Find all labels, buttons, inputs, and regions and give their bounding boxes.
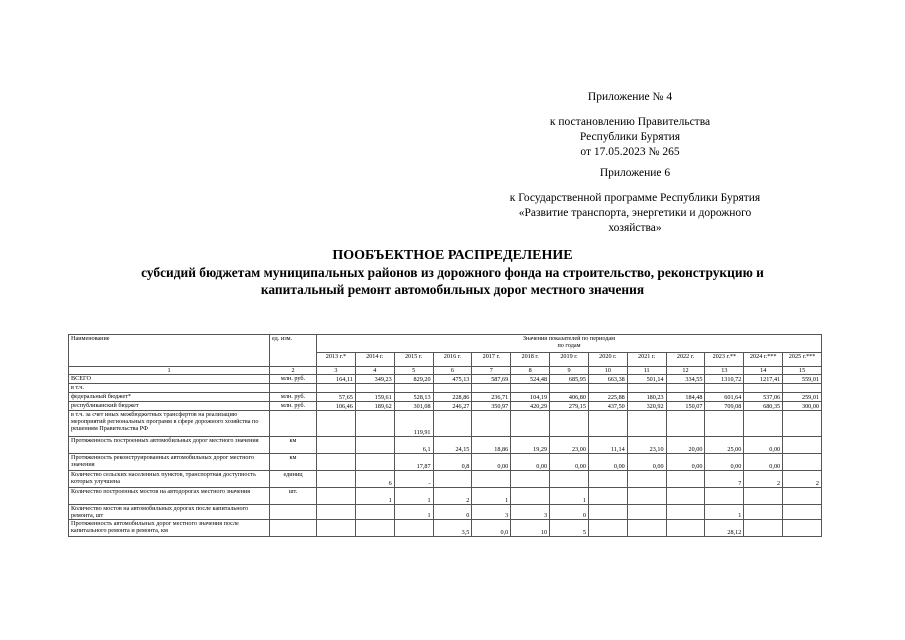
row-value: 0,00 <box>511 454 550 471</box>
year-header: 2016 г. <box>433 353 472 367</box>
row-value <box>317 520 356 537</box>
row-value: 184,48 <box>666 393 705 402</box>
row-value: 5 <box>550 520 589 537</box>
row-name: Количество построенных мостов на автодорогах местного значения <box>69 488 270 505</box>
row-value: 1310,72 <box>705 375 744 384</box>
year-header: 2020 г. <box>588 353 627 367</box>
column-index: 12 <box>666 367 705 375</box>
row-value <box>705 488 744 505</box>
col-header-values: Значения показателей по периодам по годам <box>317 335 822 353</box>
row-name: Количество мостов на автомобильных дорогах после капитального ремонта, шт <box>69 505 270 520</box>
row-value <box>355 411 394 437</box>
row-value: 334,55 <box>666 375 705 384</box>
row-unit: млн. руб. <box>270 402 317 411</box>
row-value <box>588 520 627 537</box>
row-value <box>627 411 666 437</box>
header-row <box>69 335 822 353</box>
row-value <box>783 505 822 520</box>
row-value <box>433 384 472 393</box>
row-value <box>472 411 511 437</box>
row-value: 663,38 <box>588 375 627 384</box>
row-value: 320,92 <box>627 402 666 411</box>
row-value: 28,12 <box>705 520 744 537</box>
appendix-4-line: от 17.05.2023 № 265 <box>580 146 680 158</box>
row-value <box>627 505 666 520</box>
row-value: 57,65 <box>317 393 356 402</box>
appendix-6-number: Приложение 6 <box>599 167 671 179</box>
row-value <box>472 471 511 488</box>
row-value <box>783 488 822 505</box>
row-value <box>550 411 589 437</box>
row-value <box>394 520 433 537</box>
row-unit: шт. <box>270 488 317 505</box>
column-index: 8 <box>511 367 550 375</box>
column-index: 13 <box>705 367 744 375</box>
row-value <box>355 520 394 537</box>
row-value: 300,00 <box>783 402 822 411</box>
row-value <box>511 471 550 488</box>
row-value <box>783 520 822 537</box>
year-header: 2015 г. <box>394 353 433 367</box>
row-value <box>666 520 705 537</box>
column-index: 2 <box>270 367 317 375</box>
row-value <box>355 454 394 471</box>
row-value <box>433 411 472 437</box>
row-value: 6 <box>355 471 394 488</box>
year-header: 2018 г. <box>511 353 550 367</box>
row-value <box>627 488 666 505</box>
row-unit: км <box>270 454 317 471</box>
table-row <box>69 454 822 471</box>
column-index: 11 <box>627 367 666 375</box>
row-unit: млн. руб. <box>270 375 317 384</box>
row-value <box>744 384 783 393</box>
row-value: 601,64 <box>705 393 744 402</box>
title-line-3: капитальный ремонт автомобильных дорог местного значения <box>260 282 645 297</box>
column-index: 3 <box>317 367 356 375</box>
row-value: 3,5 <box>433 520 472 537</box>
row-value <box>550 471 589 488</box>
row-name: федеральный бюджет* <box>69 393 270 402</box>
row-value <box>705 384 744 393</box>
row-value: 680,35 <box>744 402 783 411</box>
row-value: 20,00 <box>666 437 705 454</box>
row-value <box>511 384 550 393</box>
row-value: 0,00 <box>744 454 783 471</box>
index-row <box>69 367 822 375</box>
row-value <box>317 437 356 454</box>
row-value: 0,00 <box>472 454 511 471</box>
row-value: 0,00 <box>705 454 744 471</box>
row-name: ВСЕГО <box>69 375 270 384</box>
row-value: 0,00 <box>744 437 783 454</box>
row-value: 23,00 <box>550 437 589 454</box>
row-value: 406,80 <box>550 393 589 402</box>
column-index: 7 <box>472 367 511 375</box>
appendix-6-line: «Развитие транспорта, энергетики и дорожного <box>518 207 752 219</box>
row-value <box>666 505 705 520</box>
row-value <box>394 384 433 393</box>
column-index: 9 <box>550 367 589 375</box>
row-value: 0,8 <box>433 454 472 471</box>
row-value: - <box>394 471 433 488</box>
row-unit <box>270 505 317 520</box>
row-value: 437,50 <box>588 402 627 411</box>
row-value <box>783 454 822 471</box>
row-value <box>355 505 394 520</box>
table-row <box>69 402 822 411</box>
row-value: 420,29 <box>511 402 550 411</box>
table-row <box>69 375 822 384</box>
appendix-4-line: к постановлению Правительства <box>549 116 711 128</box>
row-name: Протяженность автомобильных дорог местного значения после капитального ремонта и ремонта, км <box>69 520 270 537</box>
row-value <box>783 437 822 454</box>
row-value: 0,00 <box>550 454 589 471</box>
row-value: 246,27 <box>433 402 472 411</box>
row-value: 301,08 <box>394 402 433 411</box>
row-value: 259,01 <box>783 393 822 402</box>
table-row <box>69 520 822 537</box>
row-value: 18,86 <box>472 437 511 454</box>
row-name: республиканский бюджет <box>69 402 270 411</box>
row-value: 180,23 <box>627 393 666 402</box>
appendix-4-block <box>520 90 740 160</box>
row-value: 236,71 <box>472 393 511 402</box>
row-value: 1 <box>472 488 511 505</box>
row-unit <box>270 520 317 537</box>
row-value: 25,00 <box>705 437 744 454</box>
row-value <box>627 471 666 488</box>
row-value <box>627 384 666 393</box>
row-value: 0,0 <box>472 520 511 537</box>
row-value <box>588 505 627 520</box>
table-row <box>69 471 822 488</box>
row-value <box>666 384 705 393</box>
year-header: 2021 г. <box>627 353 666 367</box>
row-value <box>744 411 783 437</box>
appendix-4-line: Республики Бурятия <box>579 131 681 143</box>
row-value: 10 <box>511 520 550 537</box>
row-value: 537,06 <box>744 393 783 402</box>
row-value: 0,00 <box>666 454 705 471</box>
col-header-name: Наименование <box>69 335 270 367</box>
appendix-4-number: Приложение № 4 <box>587 91 673 103</box>
table-row <box>69 488 822 505</box>
row-name: в т.ч. за счет иных межбюджетных трансфертов на реализацию мероприятий региональных программ в сфере дорожного хозяйства по решениям Правительства РФ <box>69 411 270 437</box>
document-title <box>40 247 865 298</box>
row-value: 0,00 <box>588 454 627 471</box>
column-index: 10 <box>588 367 627 375</box>
year-header: 2013 г.* <box>317 353 356 367</box>
row-value <box>472 384 511 393</box>
year-header: 2025 г.*** <box>783 353 822 367</box>
column-index: 15 <box>783 367 822 375</box>
row-name: Количество сельских населенных пунктов, транспортная доступность которых улучшена <box>69 471 270 488</box>
row-value: 1 <box>355 488 394 505</box>
row-value: 1 <box>705 505 744 520</box>
row-unit: км <box>270 437 317 454</box>
row-value: 1 <box>394 505 433 520</box>
row-value: 349,23 <box>355 375 394 384</box>
row-value: 11,14 <box>588 437 627 454</box>
row-value: 1 <box>394 488 433 505</box>
row-value <box>783 384 822 393</box>
year-header: 2023 г.** <box>705 353 744 367</box>
row-value: 119,91 <box>394 411 433 437</box>
row-unit <box>270 411 317 437</box>
row-value: 7 <box>705 471 744 488</box>
distribution-table <box>68 334 822 537</box>
row-value <box>317 384 356 393</box>
row-unit <box>270 384 317 393</box>
row-value: 279,15 <box>550 402 589 411</box>
year-header: 2019 г. <box>550 353 589 367</box>
row-name: Протяженность построенных автомобильных дорог местного значения <box>69 437 270 454</box>
appendix-6-line: к Государственной программе Республики Бурятия <box>509 192 761 204</box>
row-value: 3 <box>472 505 511 520</box>
row-value: 0 <box>550 505 589 520</box>
col-header-unit: ед. изм. <box>270 335 317 367</box>
row-value <box>550 384 589 393</box>
row-value <box>588 488 627 505</box>
row-value <box>317 454 356 471</box>
row-name: в т.ч. <box>69 384 270 393</box>
row-value: 528,13 <box>394 393 433 402</box>
row-value <box>588 471 627 488</box>
row-value <box>317 411 356 437</box>
table-row <box>69 437 822 454</box>
row-value: 475,13 <box>433 375 472 384</box>
column-index: 4 <box>355 367 394 375</box>
row-value: 350,97 <box>472 402 511 411</box>
row-value <box>666 411 705 437</box>
appendix-6-block <box>490 166 780 236</box>
column-index: 6 <box>433 367 472 375</box>
table-row <box>69 393 822 402</box>
row-value: 225,88 <box>588 393 627 402</box>
year-header: 2022 г. <box>666 353 705 367</box>
row-value <box>744 520 783 537</box>
row-value: 829,20 <box>394 375 433 384</box>
row-value <box>355 384 394 393</box>
row-name: Протяженность реконструированных автомобильных дорог местного значения <box>69 454 270 471</box>
row-value: 2 <box>744 471 783 488</box>
row-value: 24,15 <box>433 437 472 454</box>
row-value <box>317 488 356 505</box>
row-value: 23,10 <box>627 437 666 454</box>
row-value: 685,95 <box>550 375 589 384</box>
title-main: ПООБЪЕКТНОЕ РАСПРЕДЕЛЕНИЕ <box>332 248 573 263</box>
row-value: 19,29 <box>511 437 550 454</box>
column-index: 5 <box>394 367 433 375</box>
year-header: 2024 г.*** <box>744 353 783 367</box>
table-row <box>69 384 822 393</box>
row-value: 501,14 <box>627 375 666 384</box>
row-value: 559,01 <box>783 375 822 384</box>
table-row <box>69 505 822 520</box>
table-row <box>69 411 822 437</box>
row-value <box>355 437 394 454</box>
row-value: 6,1 <box>394 437 433 454</box>
row-value <box>705 411 744 437</box>
row-value: 524,48 <box>511 375 550 384</box>
year-header: 2017 г. <box>472 353 511 367</box>
row-value <box>317 471 356 488</box>
row-unit: млн. руб. <box>270 393 317 402</box>
row-value <box>627 520 666 537</box>
row-value <box>783 411 822 437</box>
row-value <box>511 488 550 505</box>
column-index: 1 <box>69 367 270 375</box>
row-value <box>744 488 783 505</box>
row-value: 3 <box>511 505 550 520</box>
row-value: 150,07 <box>666 402 705 411</box>
row-value: 1217,41 <box>744 375 783 384</box>
row-value: 2 <box>433 488 472 505</box>
row-value: 2 <box>783 471 822 488</box>
year-header: 2014 г. <box>355 353 394 367</box>
row-value <box>666 471 705 488</box>
row-value: 1 <box>550 488 589 505</box>
row-value: 189,62 <box>355 402 394 411</box>
row-value <box>433 471 472 488</box>
row-value: 104,19 <box>511 393 550 402</box>
appendix-6-line: хозяйства» <box>608 222 662 234</box>
row-value <box>511 411 550 437</box>
row-value: 228,86 <box>433 393 472 402</box>
row-value: 164,11 <box>317 375 356 384</box>
row-value <box>317 505 356 520</box>
title-line-2: субсидий бюджетам муниципальных районов из дорожного фонда на строительство, реконструкцию и <box>141 265 764 280</box>
row-value: 587,69 <box>472 375 511 384</box>
row-value: 0,00 <box>627 454 666 471</box>
row-value <box>588 411 627 437</box>
row-value: 709,08 <box>705 402 744 411</box>
row-value: 106,46 <box>317 402 356 411</box>
row-value: 17,87 <box>394 454 433 471</box>
row-value <box>588 384 627 393</box>
row-value: 159,61 <box>355 393 394 402</box>
row-value <box>744 505 783 520</box>
row-unit: единиц <box>270 471 317 488</box>
row-value <box>666 488 705 505</box>
row-value: 0 <box>433 505 472 520</box>
column-index: 14 <box>744 367 783 375</box>
